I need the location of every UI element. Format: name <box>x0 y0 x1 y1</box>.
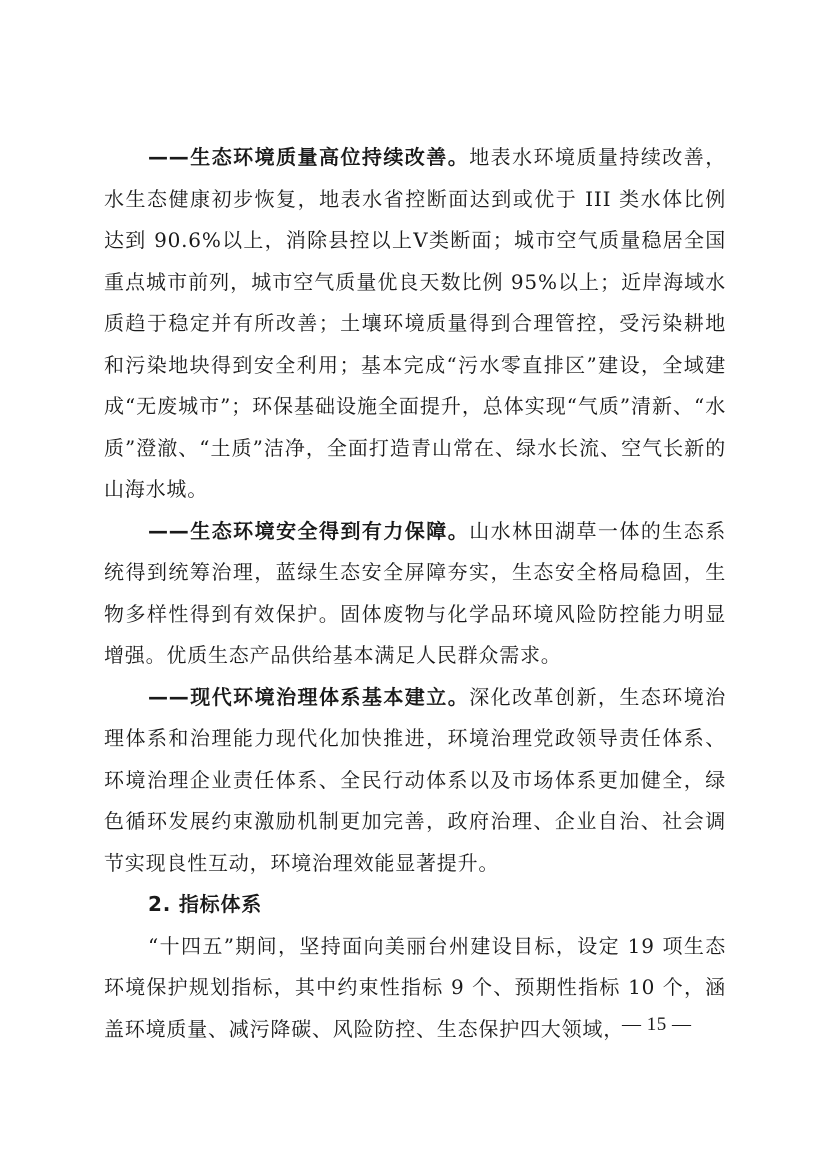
paragraph-text: 地表水环境质量持续改善，水生态健康初步恢复，地表水省控断面达到或优于 III 类水体比例达到 90.6%以上，消除县控以上Ⅴ类断面；城市空气质量稳居全国重点城市前列，城市空气质量优良天数比例 95%以上；近岸海域水质趋于稳定并有所改善；土壤环境质量得到合理管控，受污染耕地和污染地块得到安全利用；基本完成“污水零直排区”建设，全域建成“无废城市”；环保基础设施全面提升，总体实现“气质”清新、“水质”澄澈、“土质”洁净，全面打造青山常在、绿水长流、空气长新的山海水城。 <box>104 145 726 501</box>
paragraph-environment-quality <box>104 137 726 511</box>
paragraph-lead: ——生态环境质量高位持续改善。 <box>148 145 470 169</box>
paragraph-governance-system <box>104 677 726 885</box>
paragraph-lead: ——现代环境治理体系基本建立。 <box>148 684 470 709</box>
paragraph-lead: ——生态环境安全得到有力保障。 <box>148 518 470 543</box>
paragraph-ecological-security <box>104 511 726 677</box>
document-body <box>104 137 726 1050</box>
paragraph-text: 山水林田湖草一体的生态系统得到统筹治理，蓝绿生态安全屏障夯实，生态安全格局稳固，生物多样性得到有效保护。固体废物与化学品环境风险防控能力明显增强。优质生态产品供给基本满足人民群众需求。 <box>104 518 726 667</box>
paragraph-text: 深化改革创新，生态环境治理体系和治理能力现代化加快推进，环境治理党政领导责任体系、环境治理企业责任体系、全民行动体系以及市场体系更加健全，绿色循环发展约束激励机制更加完善，政府治理、企业自治、社会调节实现良性互动，环境治理效能显著提升。 <box>104 684 726 875</box>
paragraph-indicator-system: “十四五”期间，坚持面向美丽台州建设目标，设定 19 项生态环境保护规划指标，其中约束性指标 9 个、预期性指标 10 个，涵盖环境质量、减污降碳、风险防控、生态保护四大领域， <box>104 933 726 1041</box>
section-heading: 2. 指标体系 <box>148 892 263 916</box>
page-number: — 15 — <box>622 1014 692 1035</box>
